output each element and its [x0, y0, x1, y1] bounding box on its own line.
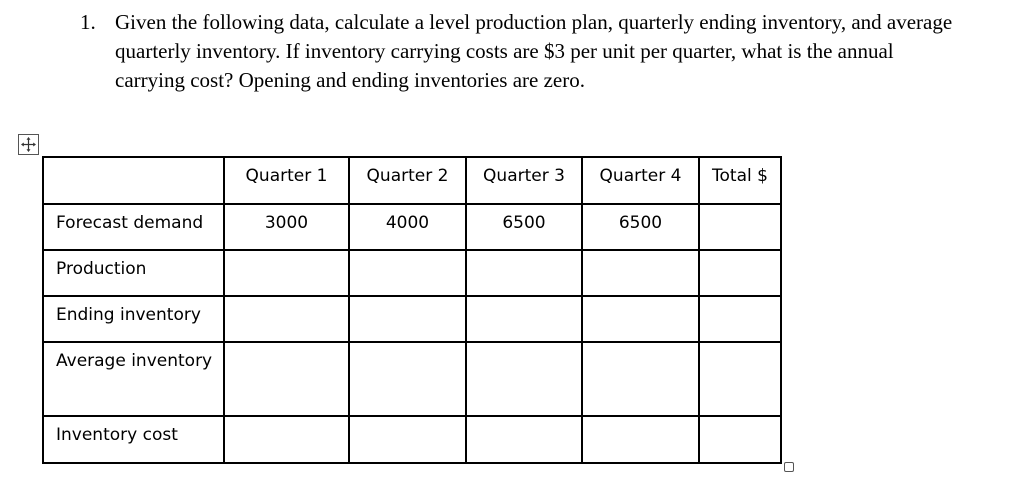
- move-arrows-icon: [21, 137, 36, 152]
- header-cell-quarter-3[interactable]: Quarter 3: [466, 157, 582, 204]
- row-label-ending-inventory[interactable]: Ending inventory: [43, 296, 224, 342]
- row-label-average-inventory[interactable]: Average inventory: [43, 342, 224, 416]
- production-q4-cell[interactable]: [582, 250, 699, 296]
- row-label-inventory-cost[interactable]: Inventory cost: [43, 416, 224, 463]
- ending-inventory-q4-cell[interactable]: [582, 296, 699, 342]
- table-move-handle[interactable]: [18, 134, 39, 155]
- table-row-inventory-cost: [43, 416, 781, 463]
- forecast-q2-cell[interactable]: 4000: [349, 204, 466, 250]
- row-label-production[interactable]: Production: [43, 250, 224, 296]
- table-row-ending-inventory: [43, 296, 781, 342]
- inventory-cost-q3-cell[interactable]: [466, 416, 582, 463]
- forecast-total-cell[interactable]: [699, 204, 781, 250]
- inventory-cost-total-cell[interactable]: [699, 416, 781, 463]
- header-cell-quarter-2[interactable]: Quarter 2: [349, 157, 466, 204]
- forecast-q4-cell[interactable]: 6500: [582, 204, 699, 250]
- production-plan-table: [42, 156, 782, 464]
- ending-inventory-q2-cell[interactable]: [349, 296, 466, 342]
- table-row-forecast-demand: [43, 204, 781, 250]
- table-header-row: [43, 157, 781, 204]
- inventory-cost-q2-cell[interactable]: [349, 416, 466, 463]
- production-q1-cell[interactable]: [224, 250, 349, 296]
- inventory-cost-q4-cell[interactable]: [582, 416, 699, 463]
- question-text: Given the following data, calculate a level production plan, quarterly ending inventory, and average quarterly inventory. If inventory carrying costs are $3 per unit per quarter, what is the annual carrying cost? Opening and ending inventories are zero.: [115, 10, 953, 92]
- header-cell-quarter-1[interactable]: Quarter 1: [224, 157, 349, 204]
- header-cell-total[interactable]: Total $: [699, 157, 781, 204]
- average-inventory-q2-cell[interactable]: [349, 342, 466, 416]
- ending-inventory-q1-cell[interactable]: [224, 296, 349, 342]
- average-inventory-q4-cell[interactable]: [582, 342, 699, 416]
- header-cell-quarter-4[interactable]: Quarter 4: [582, 157, 699, 204]
- average-inventory-total-cell[interactable]: [699, 342, 781, 416]
- table-row-average-inventory: [43, 342, 781, 416]
- production-q3-cell[interactable]: [466, 250, 582, 296]
- header-cell-blank[interactable]: [43, 157, 224, 204]
- ending-inventory-total-cell[interactable]: [699, 296, 781, 342]
- inventory-cost-q1-cell[interactable]: [224, 416, 349, 463]
- production-total-cell[interactable]: [699, 250, 781, 296]
- row-label-forecast-demand[interactable]: Forecast demand: [43, 204, 224, 250]
- average-inventory-q1-cell[interactable]: [224, 342, 349, 416]
- production-q2-cell[interactable]: [349, 250, 466, 296]
- table-resize-handle[interactable]: [784, 462, 794, 472]
- forecast-q3-cell[interactable]: 6500: [466, 204, 582, 250]
- table-row-production: [43, 250, 781, 296]
- question-number: 1.: [80, 10, 96, 34]
- average-inventory-q3-cell[interactable]: [466, 342, 582, 416]
- ending-inventory-q3-cell[interactable]: [466, 296, 582, 342]
- forecast-q1-cell[interactable]: 3000: [224, 204, 349, 250]
